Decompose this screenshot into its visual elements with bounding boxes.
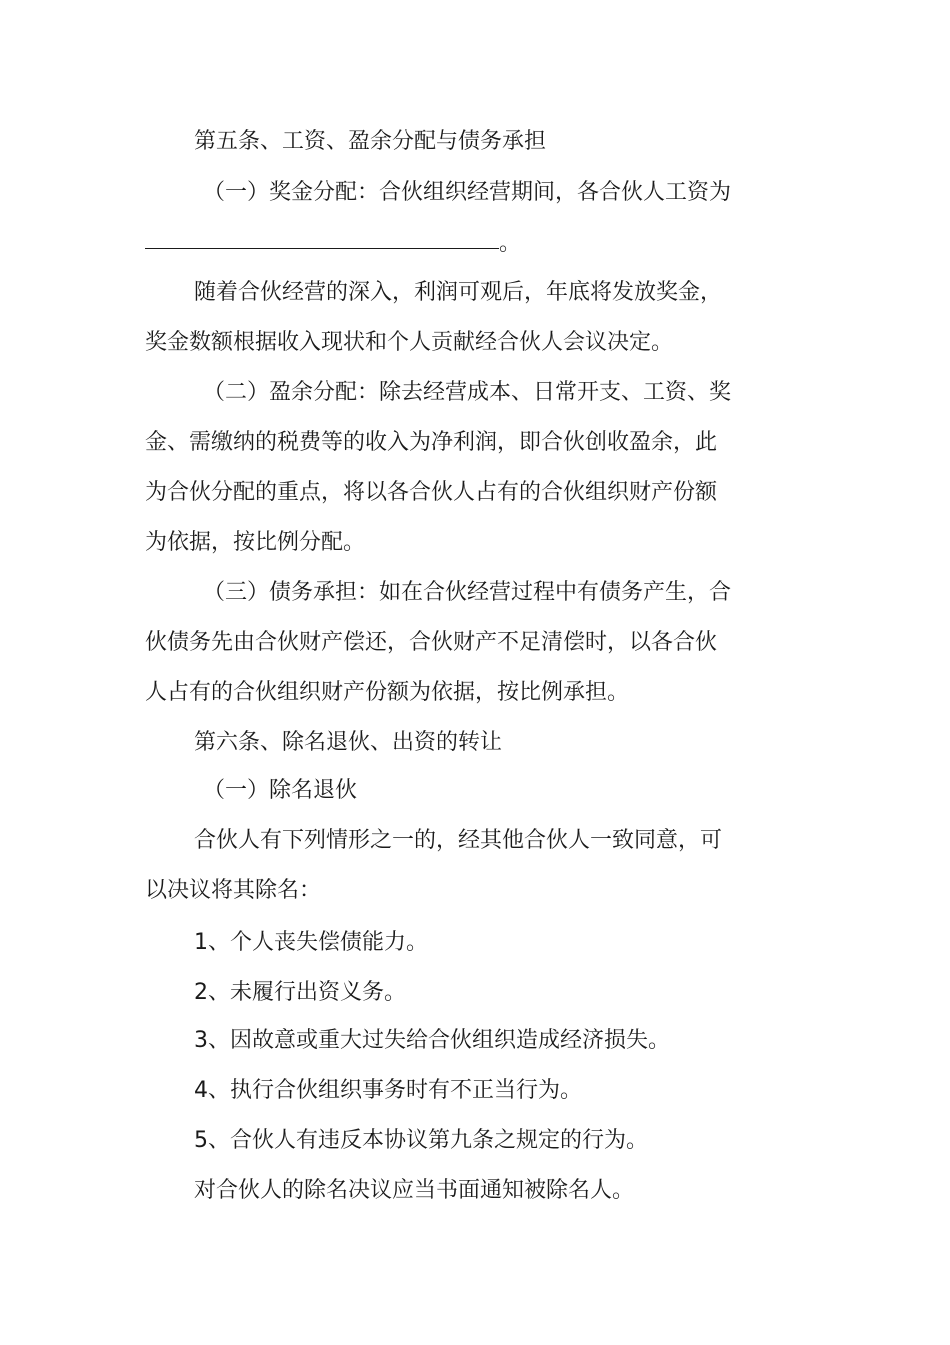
- paragraph-2-line-1: 随着合伙经营的深入，利润可观后，年底将发放奖金，: [194, 280, 723, 305]
- list-item-1: 1、个人丧失偿债能力。: [194, 930, 428, 955]
- blank-line-period: 。: [499, 231, 522, 256]
- paragraph-3-line-3: 为合伙分配的重点，将以各合伙人占有的合伙组织财产份额: [145, 480, 718, 505]
- article-5-heading: 第五条、工资、盈余分配与债务承担: [194, 129, 547, 154]
- paragraph-2-line-2: 奖金数额根据收入现状和个人贡献经合伙人会议决定。: [145, 330, 674, 355]
- list-item-5: 5、合伙人有违反本协议第九条之规定的行为。: [194, 1128, 648, 1153]
- list-item-4: 4、执行合伙组织事务时有不正当行为。: [194, 1078, 582, 1103]
- fill-in-blank-line: [145, 248, 499, 249]
- paragraph-4-line-1: （三）债务承担：如在合伙经营过程中有债务产生，合: [203, 580, 732, 605]
- paragraph-4-line-3: 人占有的合伙组织财产份额为依据，按比例承担。: [145, 680, 630, 705]
- list-item-2: 2、未履行出资义务。: [194, 980, 406, 1005]
- paragraph-5-line-2: 以决议将其除名：: [145, 878, 322, 903]
- paragraph-3-line-1: （二）盈余分配：除去经营成本、日常开支、工资、奖: [203, 380, 732, 405]
- paragraph-3-line-2: 金、需缴纳的税费等的收入为净利润，即合伙创收盈余，此: [145, 430, 718, 455]
- paragraph-1-line-1: （一）奖金分配：合伙组织经营期间，各合伙人工资为: [203, 180, 732, 205]
- paragraph-3-line-4: 为依据，按比例分配。: [145, 530, 366, 555]
- article-6-heading: 第六条、除名退伙、出资的转让: [194, 730, 503, 755]
- closing-paragraph: 对合伙人的除名决议应当书面通知被除名人。: [194, 1178, 635, 1203]
- list-item-3: 3、因故意或重大过失给合伙组织造成经济损失。: [194, 1028, 670, 1053]
- section-expulsion-heading: （一）除名退伙: [203, 778, 358, 803]
- paragraph-4-line-2: 伙债务先由合伙财产偿还，合伙财产不足清偿时，以各合伙: [145, 630, 718, 655]
- paragraph-5-line-1: 合伙人有下列情形之一的，经其他合伙人一致同意，可: [194, 828, 723, 853]
